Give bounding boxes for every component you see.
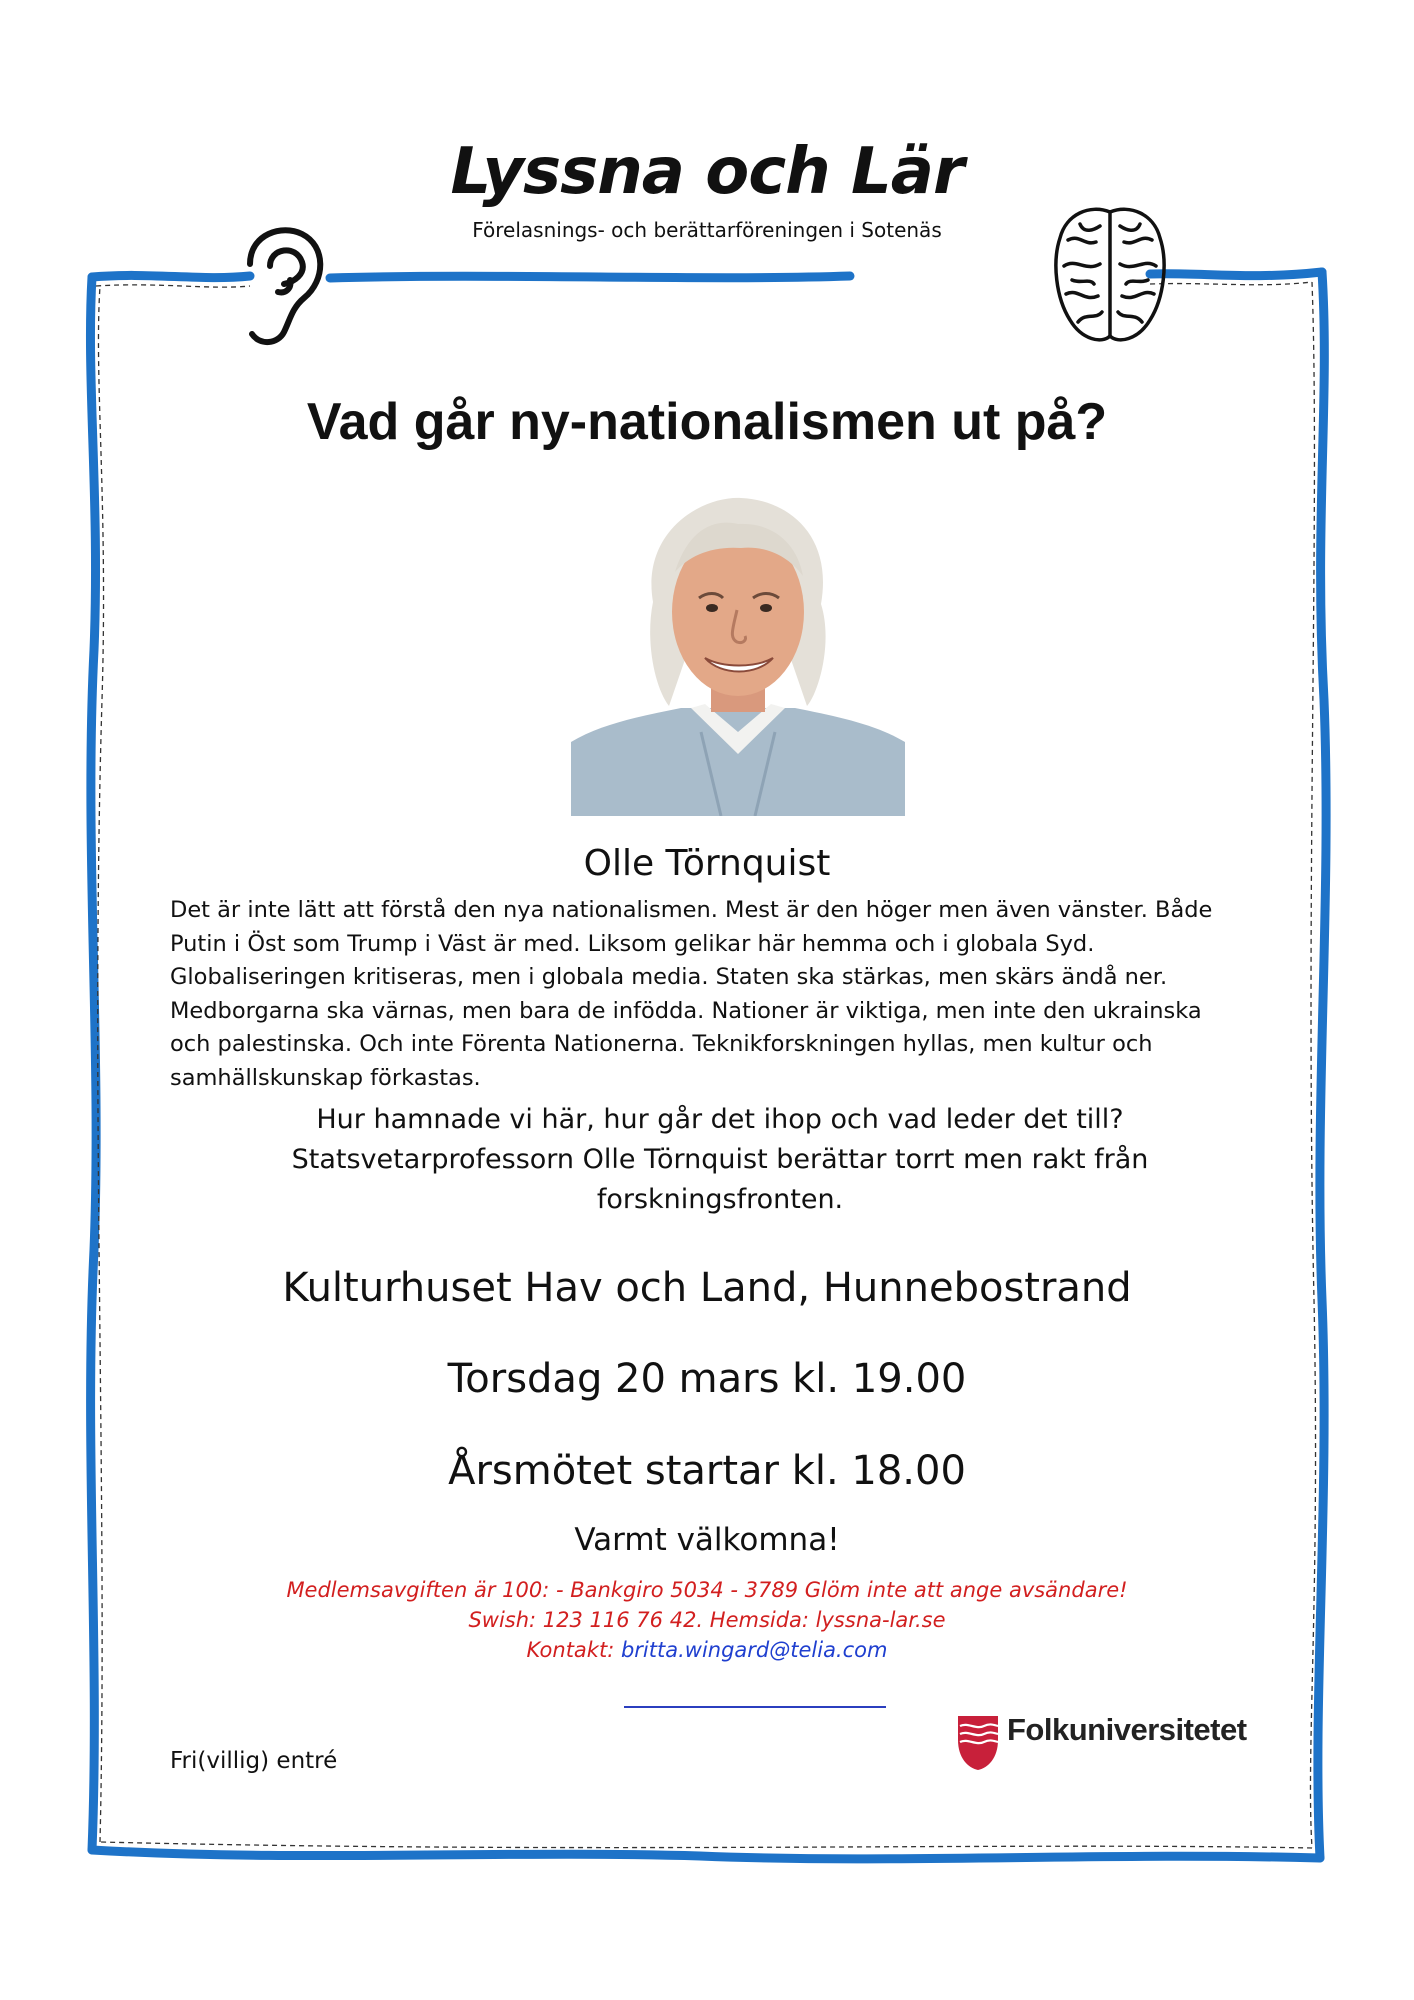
event-date: Torsdag 20 mars kl. 19.00 [447, 1356, 967, 1402]
contact-email-link[interactable]: britta.wingard@telia.com [620, 1638, 888, 1662]
event-venue: Kulturhuset Hav och Land, Hunnebostrand [282, 1265, 1132, 1311]
contact-info [0, 1638, 1414, 1662]
speaker-portrait [571, 492, 905, 816]
description-line: samhällskunskap förkastas. [170, 1064, 481, 1091]
speaker-name: Olle Törnquist [583, 843, 831, 884]
event-headline: Vad går ny-nationalismen ut på? [306, 393, 1108, 451]
annual-meeting-time: Årsmötet startar kl. 18.00 [448, 1448, 966, 1494]
description-line: Det är inte lätt att förstå den nya nationalismen. Mest är den höger men även vänster. Både [170, 897, 1213, 923]
divider-line [624, 1706, 886, 1708]
welcome-text: Varmt välkomna! [574, 1522, 840, 1558]
description-line: Putin i Öst som Trump i Väst är med. Liksom gelikar här hemma och i globala Syd. [170, 930, 1095, 957]
lead-line: forskningsfronten. [596, 1184, 844, 1215]
brand-subtitle: Förelasnings- och berättarföreningen i Sotenäs [472, 218, 942, 242]
entry-info: Fri(villig) entré [170, 1748, 338, 1774]
brain-icon [1050, 200, 1170, 350]
lead-line: Statsvetarprofessorn Olle Törnquist berättar torrt men rakt från [291, 1144, 1149, 1175]
membership-info: Medlemsavgiften är 100: - Bankgiro 5034 - 3789 Glöm inte att ange avsändare! [286, 1578, 1128, 1602]
description-line: och palestinska. Och inte Förenta Nationerna. Teknikforskningen hyllas, men kultur och [170, 1031, 1153, 1057]
lead-line: Hur hamnade vi här, hur går det ihop och vad leder det till? [316, 1104, 1124, 1135]
swish-info: Swish: 123 116 76 42. Hemsida: lyssna-lar.se [468, 1608, 946, 1632]
brand-title: Lyssna och Lär [450, 135, 964, 209]
event-lead [230, 1100, 1210, 1220]
contact-label: Kontakt: [526, 1638, 621, 1662]
sponsor-name: Folkuniversitetet [1007, 1712, 1247, 1747]
description-line: Globaliseringen kritiseras, men i globala media. Staten ska stärkas, men skärs ändå ner. [170, 964, 1168, 990]
ear-icon [240, 222, 330, 350]
description-line: Medborgarna ska värnas, men bara de infödda. Nationer är viktiga, men inte den ukrainska [170, 997, 1202, 1024]
event-description [170, 894, 1250, 1095]
